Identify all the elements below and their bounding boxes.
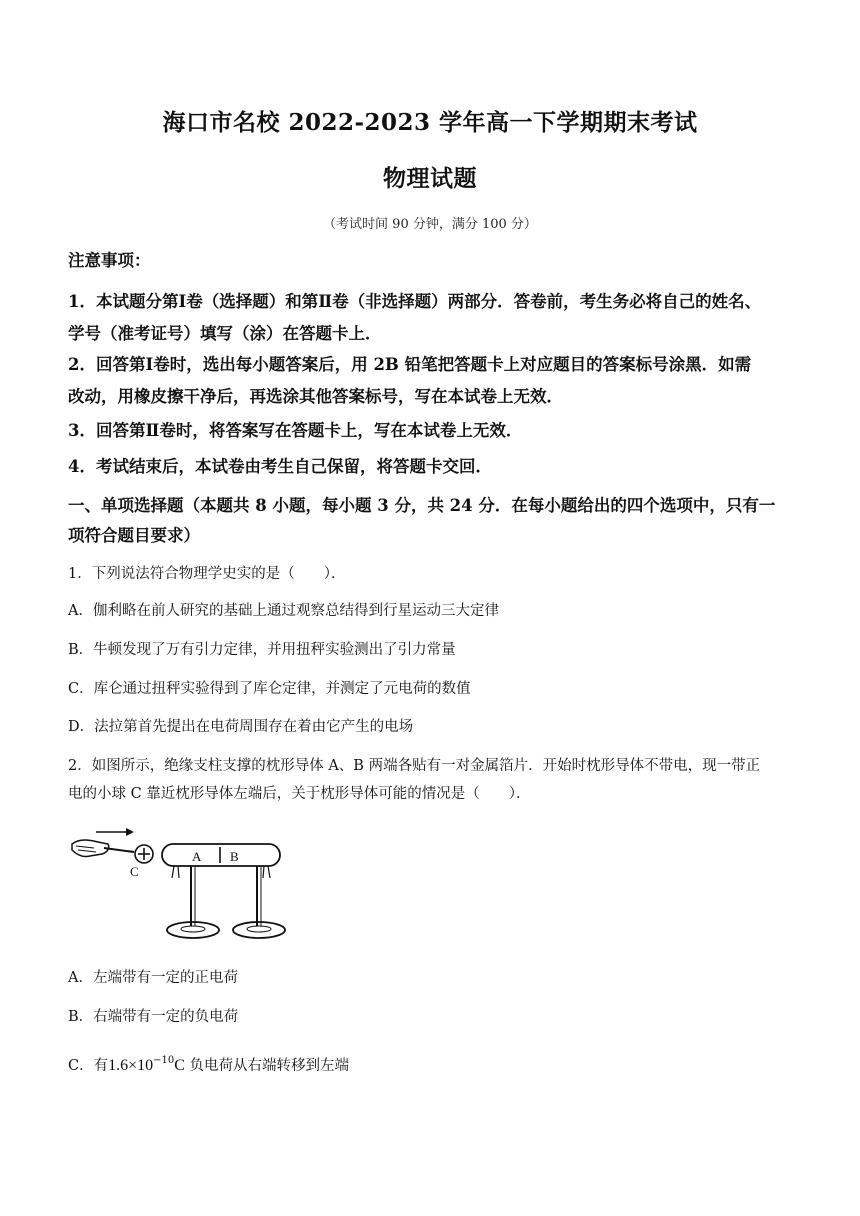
pillow-conductor-diagram — [68, 820, 298, 950]
right-base-inner — [247, 926, 271, 932]
left-foil — [172, 866, 179, 878]
notice-item-3: 3．回答第Ⅱ卷时，将答案写在答题卡上，写在本试卷上无效． — [68, 421, 523, 440]
notice-item-2-line-1: 2．回答第Ⅰ卷时，选出每小题答案后，用 2B 铅笔把答题卡上对应题目的答案标号涂黑．如需 — [68, 355, 752, 374]
right-base — [233, 922, 285, 938]
notice-item-1-line-2: 学号（准考证号）填写（涂）在答题卡上． — [68, 324, 382, 343]
notice-item-4: 4．考试结束后，本试卷由考生自己保留，将答题卡交回． — [68, 457, 492, 476]
charge-coefficient: 1.6×10 — [108, 1057, 154, 1074]
pillow-conductor — [162, 844, 280, 866]
question-2-option-a: A．左端带有一定的正电荷 — [68, 970, 238, 986]
hand-fingers — [76, 846, 96, 852]
notice-item-2-line-2: 改动，用橡皮擦干净后，再选涂其他答案标号，写在本试卷上无效． — [68, 387, 563, 406]
label-b: B — [230, 849, 239, 864]
exam-info: （考试时间 90 分钟，满分 100 分） — [323, 217, 537, 232]
label-a: A — [192, 849, 202, 864]
motion-arrow-head — [126, 828, 134, 836]
option-c-prefix: C．有 — [68, 1058, 109, 1074]
notice-item-1-line-1: 1．本试题分第Ⅰ卷（选择题）和第Ⅱ卷（非选择题）两部分．答卷前，考生务必将自己的姓名、 — [68, 292, 762, 311]
notice-heading: 注意事项： — [68, 251, 151, 270]
left-base — [167, 922, 219, 938]
subject-title: 物理试题 — [383, 165, 477, 192]
section-1-heading-line-2: 项符合题目要求） — [68, 526, 200, 545]
charge-unit: C — [174, 1057, 185, 1074]
exam-title: 海口市名校 2022-2023 学年高一下学期期末考试 — [162, 109, 698, 136]
question-1-option-c: C．库仑通过扭秤实验得到了库仑定律，并测定了元电荷的数值 — [68, 681, 471, 697]
question-2-option-c — [68, 1057, 349, 1075]
question-1-option-a: A．伽利略在前人研究的基础上通过观察总结得到行星运动三大定律 — [68, 603, 499, 619]
charge-exponent: −10 — [153, 1055, 175, 1066]
section-1-heading-line-1: 一、单项选择题（本题共 8 小题，每小题 3 分，共 24 分．在每小题给出的四个选项中，只有一 — [68, 496, 776, 515]
question-1-stem: 1．下列说法符合物理学史实的是（ ）． — [68, 566, 346, 582]
question-1-option-d: D．法拉第首先提出在电荷周围存在着由它产生的电场 — [68, 719, 414, 735]
question-2-stem-line-2: 电的小球 C 靠近枕形导体左端后，关于枕形导体可能的情况是（ ）． — [68, 786, 531, 802]
conductor-figure — [68, 820, 298, 954]
label-c: C — [130, 864, 139, 879]
hand-sketch — [72, 840, 109, 857]
option-c-suffix: 负电荷从右端转移到左端 — [184, 1058, 350, 1074]
question-1-option-b: B．牛顿发现了万有引力定律，并用扭秤实验测出了引力常量 — [68, 642, 456, 658]
question-2-option-b: B．右端带有一定的负电荷 — [68, 1009, 239, 1025]
right-foil — [263, 866, 270, 878]
left-base-inner — [181, 926, 205, 932]
question-2-stem-line-1: 2．如图所示，绝缘支柱支撑的枕形导体 A、B 两端各贴有一对金属箔片．开始时枕形导体不带电，现一带正 — [68, 758, 761, 774]
